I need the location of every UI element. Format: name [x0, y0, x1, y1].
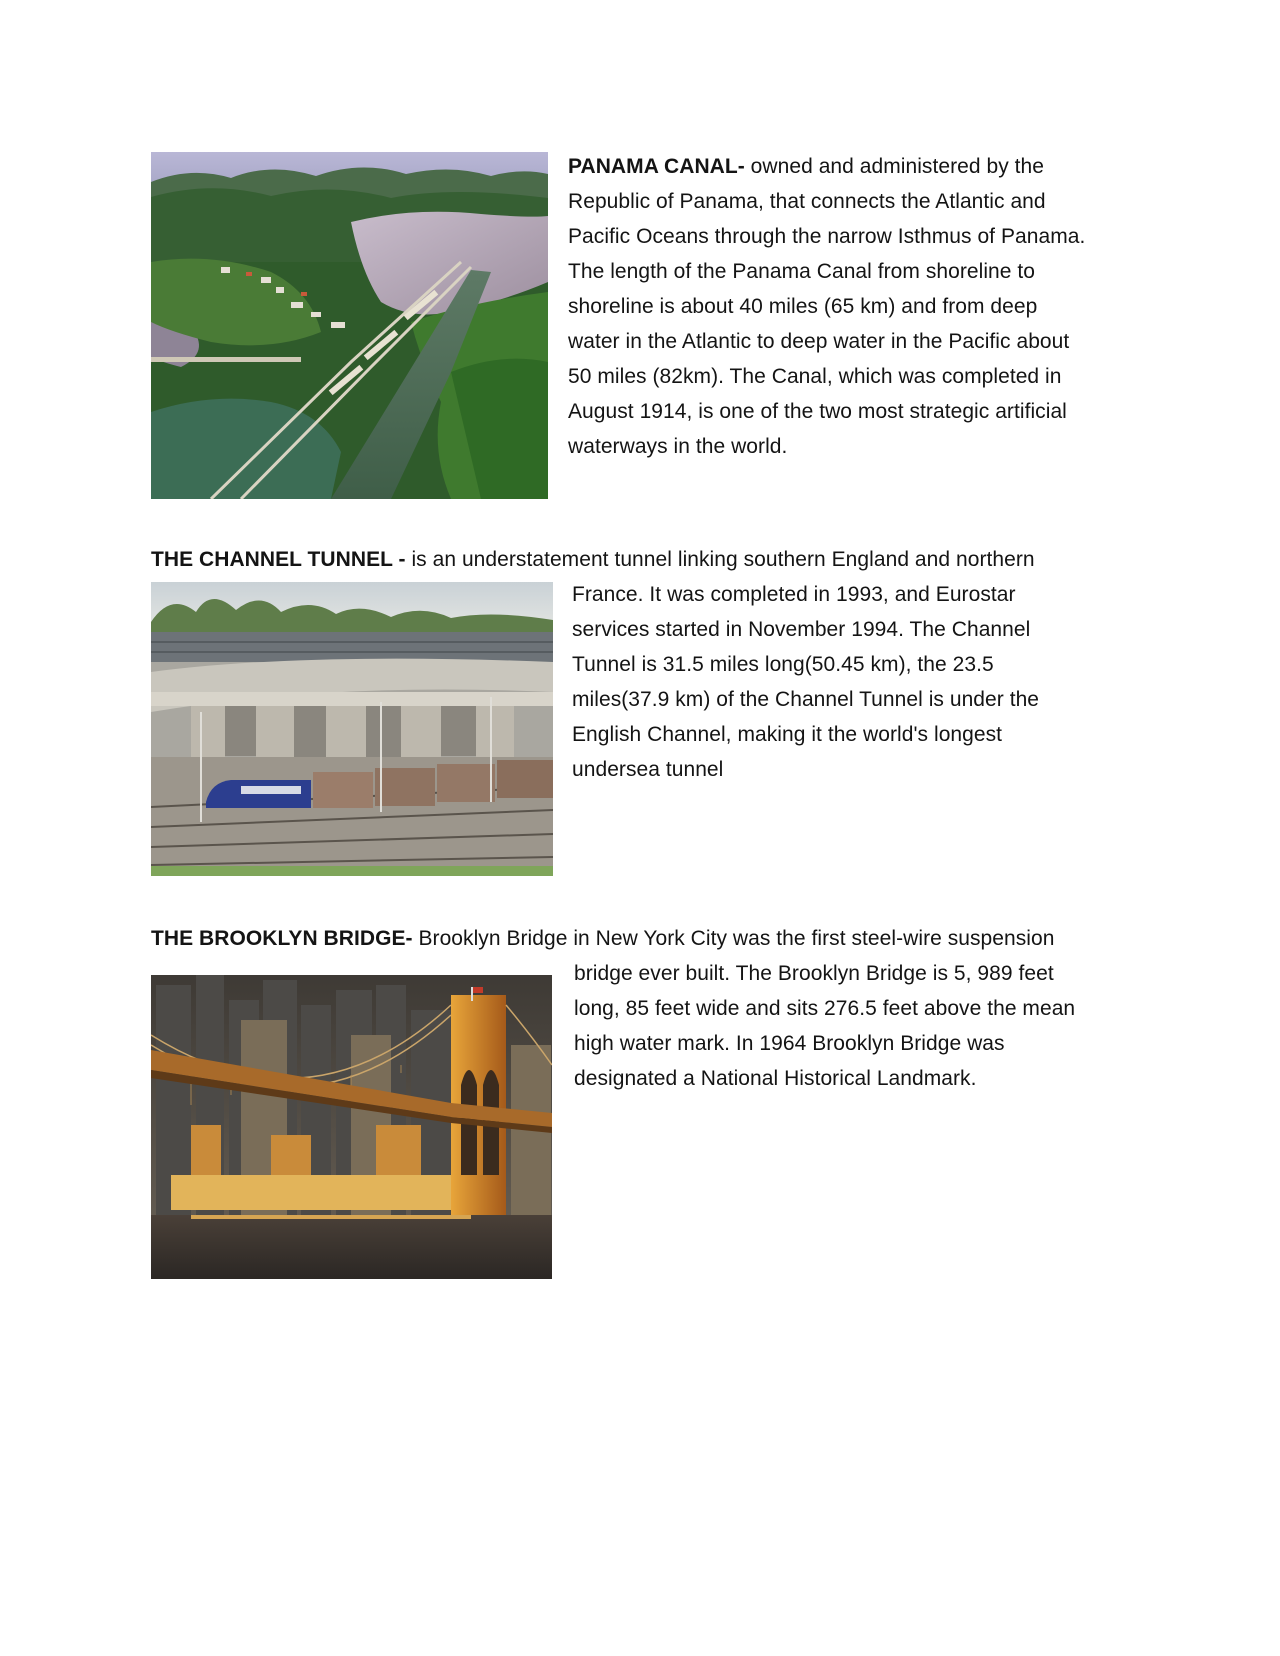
channel-tunnel-first-line: THE CHANNEL TUNNEL - is an understatement tunnel linking southern England and northern	[151, 548, 1035, 571]
channel-tunnel-heading: THE CHANNEL TUNNEL -	[151, 548, 406, 571]
tunnel-line-3: Tunnel is 31.5 miles long(50.45 km), the 23.5	[572, 653, 994, 676]
panama-line-5: shoreline is about 40 miles (65 km) and from deep	[568, 295, 1038, 318]
channel-tunnel-photo	[151, 582, 553, 876]
channel-tunnel-paragraph	[572, 577, 1039, 787]
panama-line-8: August 1914, is one of the two most strategic artificial	[568, 400, 1067, 423]
panama-line-1: PANAMA CANAL- owned and administered by the	[568, 155, 1044, 178]
tunnel-line-2: services started in November 1994. The Channel	[572, 618, 1031, 641]
brooklyn-bridge-first-line: THE BROOKLYN BRIDGE- Brooklyn Bridge in New York City was the first steel-wire suspension	[151, 927, 1055, 950]
panama-line-2: Republic of Panama, that connects the Atlantic and	[568, 190, 1046, 213]
panama-line-6: water in the Atlantic to deep water in the Pacific about	[568, 330, 1070, 353]
panama-canal-heading: PANAMA CANAL-	[568, 155, 745, 178]
bridge-line-2: long, 85 feet wide and sits 276.5 feet above the mean	[574, 997, 1076, 1020]
bridge-line-1: bridge ever built. The Brooklyn Bridge is 5, 989 feet	[574, 962, 1054, 985]
brooklyn-bridge-paragraph	[574, 956, 1075, 1096]
bridge-line-4: designated a National Historical Landmark.	[574, 1067, 977, 1090]
panama-line-3: Pacific Oceans through the narrow Isthmus of Panama.	[568, 225, 1086, 248]
panama-line-7: 50 miles (82km). The Canal, which was completed in	[568, 365, 1062, 388]
panama-canal-paragraph	[568, 149, 1085, 464]
brooklyn-bridge-heading: THE BROOKLYN BRIDGE-	[151, 927, 413, 950]
tunnel-line-1: France. It was completed in 1993, and Eurostar	[572, 583, 1016, 606]
panama-canal-photo	[151, 152, 548, 499]
tunnel-line-6: undersea tunnel	[572, 758, 724, 781]
panama-line-9: waterways in the world.	[568, 435, 788, 458]
brooklyn-bridge-photo	[151, 975, 552, 1279]
tunnel-line-4: miles(37.9 km) of the Channel Tunnel is under the	[572, 688, 1040, 711]
bridge-line-3: high water mark. In 1964 Brooklyn Bridge was	[574, 1032, 1005, 1055]
panama-line-4: The length of the Panama Canal from shoreline to	[568, 260, 1036, 283]
tunnel-line-5: English Channel, making it the world's longest	[572, 723, 1003, 746]
